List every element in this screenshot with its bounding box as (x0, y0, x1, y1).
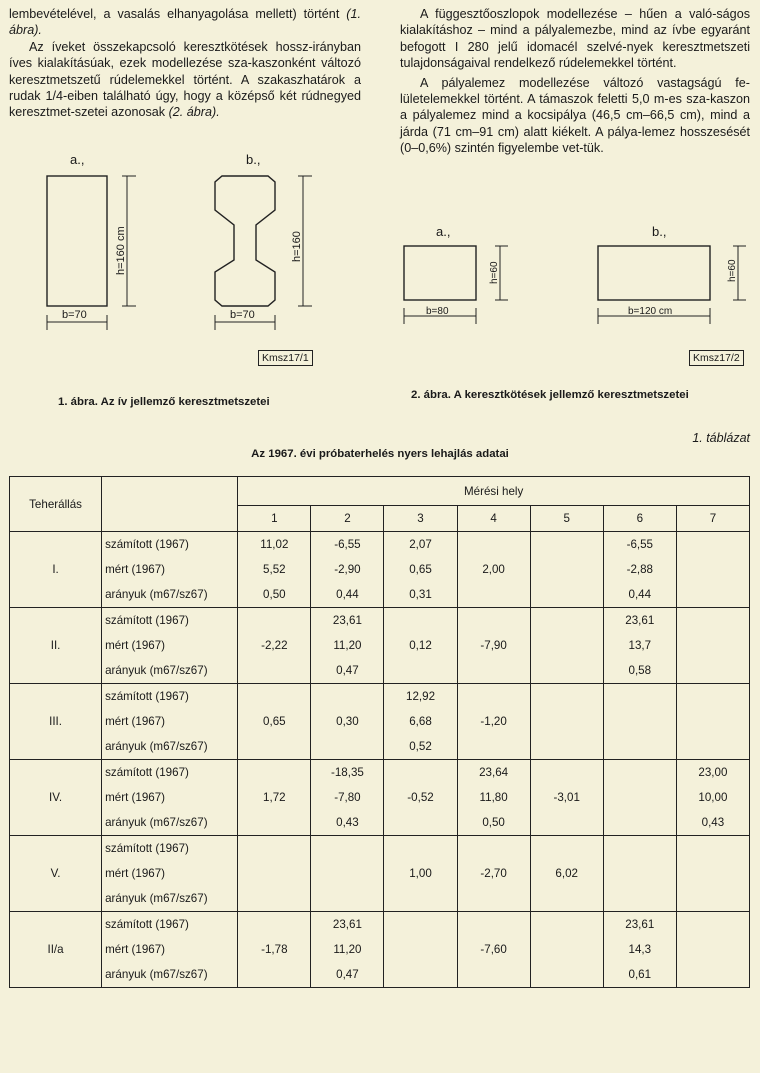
table-row (10, 836, 750, 862)
table-cell (676, 608, 749, 634)
table-cell: 1,72 (238, 785, 311, 810)
table-row (10, 684, 750, 710)
table-cell: -7,90 (457, 633, 530, 658)
table-cell (384, 886, 457, 912)
fig2-b-height-label: h=60 (727, 259, 738, 282)
table-cell: 11,02 (238, 532, 311, 558)
table-cell: -6,55 (311, 532, 384, 558)
table-cell (311, 734, 384, 760)
table-cell (238, 886, 311, 912)
table-cell (603, 861, 676, 886)
table-row (10, 760, 750, 786)
table-cell (676, 532, 749, 558)
table-cell: -2,22 (238, 633, 311, 658)
table-cell (530, 836, 603, 862)
table-cell: 23,61 (603, 912, 676, 938)
header-location-group: Mérési hely (238, 477, 750, 506)
table-cell (676, 582, 749, 608)
left-text-column (9, 6, 361, 121)
header-location: 5 (530, 506, 603, 532)
table-cell (238, 962, 311, 988)
table-cell (676, 658, 749, 684)
header-state: Teherállás (10, 477, 102, 532)
table-row (10, 582, 750, 608)
table-cell (238, 734, 311, 760)
table-row (10, 912, 750, 938)
table-cell: -2,90 (311, 557, 384, 582)
header-location: 4 (457, 506, 530, 532)
row-label: mért (1967) (102, 633, 238, 658)
row-label: mért (1967) (102, 937, 238, 962)
header-location: 3 (384, 506, 457, 532)
row-label: arányuk (m67/sz67) (102, 886, 238, 912)
fig2-label-b: b., (652, 224, 667, 239)
fig1-b-height-label: h=160 (291, 231, 303, 262)
load-state-cell: IV. (10, 760, 102, 836)
table-cell (676, 861, 749, 886)
table-cell (603, 886, 676, 912)
table-cell: 10,00 (676, 785, 749, 810)
table-cell (676, 734, 749, 760)
row-label: mért (1967) (102, 785, 238, 810)
paragraph: A pályalemez modellezése változó vastagságú fe-lületelemekkel történt. A támaszok feletti 5,0 m-es sza-kaszon a pályalemez mind a kocsipálya (46,5 cm–66,5 cm), mind a járda (71 cm–91 cm) alatt kiékelt. A pálya-lemez hosszesését (0–0,6%) szintén figyelembe vet-tük. (400, 75, 750, 156)
header-location: 7 (676, 506, 749, 532)
paragraph: lembevételével, a vasalás elhanyagolása mellett) történt (1. ábra). (9, 7, 361, 38)
table-cell (676, 937, 749, 962)
table-cell: -2,70 (457, 861, 530, 886)
figure-1-caption: 1. ábra. Az ív jellemző keresztmetszetei (58, 396, 270, 408)
table-cell (603, 836, 676, 862)
fig1-label-a: a., (70, 152, 85, 167)
table-cell (238, 608, 311, 634)
row-label: mért (1967) (102, 861, 238, 886)
fig1-a-width-label: b=70 (62, 309, 87, 321)
table-cell (530, 557, 603, 582)
table-cell: 13,7 (603, 633, 676, 658)
table-cell (530, 810, 603, 836)
table-cell (238, 810, 311, 836)
header-location: 2 (311, 506, 384, 532)
table-cell (238, 760, 311, 786)
table-cell (530, 886, 603, 912)
table-cell (311, 684, 384, 710)
table-cell: -2,88 (603, 557, 676, 582)
table-row (10, 785, 750, 810)
table-body (10, 532, 750, 988)
table-cell: 5,52 (238, 557, 311, 582)
table-cell: -0,52 (384, 785, 457, 810)
table-cell: 0,47 (311, 658, 384, 684)
table-row (10, 810, 750, 836)
row-label: számított (1967) (102, 532, 238, 558)
table-cell: 0,65 (384, 557, 457, 582)
table-row (10, 633, 750, 658)
table-cell: 0,43 (676, 810, 749, 836)
row-label: arányuk (m67/sz67) (102, 658, 238, 684)
table-cell (457, 582, 530, 608)
table-number: 1. táblázat (692, 431, 750, 445)
table-title: Az 1967. évi próbaterhelés nyers lehajlás adatai (251, 448, 509, 460)
row-label: arányuk (m67/sz67) (102, 734, 238, 760)
right-text-column (400, 6, 750, 157)
fig2-a-height-label: h=60 (489, 261, 500, 284)
table-cell: 1,00 (384, 861, 457, 886)
table-cell (603, 810, 676, 836)
paragraph: Az íveket összekapcsoló keresztkötések hossz-irányban íves kialakításúak, ezek modellezése sza-kaszonként változó keresztmetszetű rúdelemekkel történt. A szakaszhatárok a rudak 1/4-eiben található úgy, hogy a középső két rúdnegyed keresztmet-szetei azonosak (2. ábra). (9, 39, 361, 120)
table-cell: 0,43 (311, 810, 384, 836)
table-cell (530, 734, 603, 760)
fig1-a-height-label: h=160 cm (115, 226, 127, 275)
table-cell (384, 912, 457, 938)
table-row (10, 937, 750, 962)
table-row (10, 886, 750, 912)
table-row (10, 608, 750, 634)
table-cell: 0,12 (384, 633, 457, 658)
table-cell: 23,61 (311, 912, 384, 938)
deflection-table (9, 476, 750, 988)
load-state-cell: V. (10, 836, 102, 912)
row-label: számított (1967) (102, 684, 238, 710)
table-cell (676, 684, 749, 710)
table-cell (384, 962, 457, 988)
load-state-cell: II/a (10, 912, 102, 988)
table-cell: 23,00 (676, 760, 749, 786)
table-cell: 0,50 (238, 582, 311, 608)
table-cell: 11,20 (311, 633, 384, 658)
table-cell (676, 962, 749, 988)
table-cell: -6,55 (603, 532, 676, 558)
table-cell (530, 582, 603, 608)
row-label: arányuk (m67/sz67) (102, 810, 238, 836)
header-location: 1 (238, 506, 311, 532)
table-cell (530, 684, 603, 710)
table-cell (238, 684, 311, 710)
table-cell (457, 836, 530, 862)
table-cell (457, 532, 530, 558)
table-cell (603, 709, 676, 734)
table-cell (530, 633, 603, 658)
table-cell (384, 760, 457, 786)
table-cell (457, 608, 530, 634)
table-cell (311, 861, 384, 886)
table-cell (384, 937, 457, 962)
table-row (10, 734, 750, 760)
table-cell (238, 861, 311, 886)
table-cell: 0,52 (384, 734, 457, 760)
table-cell (384, 658, 457, 684)
table-cell (311, 886, 384, 912)
table-cell (530, 760, 603, 786)
table-cell (530, 937, 603, 962)
figure-1-drawing (0, 150, 380, 350)
table-cell (603, 684, 676, 710)
table-cell (238, 836, 311, 862)
figure-2-svg (390, 222, 760, 332)
table-cell: 2,00 (457, 557, 530, 582)
fig2-a-width-label: b=80 (426, 306, 449, 317)
table-cell: 0,58 (603, 658, 676, 684)
table-cell: 0,65 (238, 709, 311, 734)
figure-1-tag: Kmsz17/1 (258, 350, 313, 366)
fig2-label-a: a., (436, 224, 451, 239)
table-cell (603, 760, 676, 786)
table-row (10, 658, 750, 684)
table-cell: 23,64 (457, 760, 530, 786)
table-cell (676, 912, 749, 938)
load-state-cell: II. (10, 608, 102, 684)
table-cell: 11,20 (311, 937, 384, 962)
figure-2-caption: 2. ábra. A keresztkötések jellemző keresztmetszetei (411, 389, 689, 401)
row-label: mért (1967) (102, 709, 238, 734)
table-cell (457, 684, 530, 710)
table-cell: 0,44 (311, 582, 384, 608)
table-row (10, 532, 750, 558)
table-cell: 23,61 (603, 608, 676, 634)
table-cell (676, 633, 749, 658)
table-cell (457, 658, 530, 684)
table-cell (384, 608, 457, 634)
table-cell (530, 962, 603, 988)
figure-1-svg (0, 150, 380, 350)
table-cell: 23,61 (311, 608, 384, 634)
table-cell: -1,78 (238, 937, 311, 962)
table-cell: 0,30 (311, 709, 384, 734)
table-cell (676, 709, 749, 734)
row-label: mért (1967) (102, 557, 238, 582)
table-cell (603, 734, 676, 760)
figure-reference: (2. ábra). (168, 105, 220, 120)
table-cell: 0,31 (384, 582, 457, 608)
table-cell: 0,44 (603, 582, 676, 608)
table-cell (530, 532, 603, 558)
load-state-cell: III. (10, 684, 102, 760)
fig2-section-b-rectangle (598, 246, 710, 300)
table-cell: 6,02 (530, 861, 603, 886)
table-cell: -7,60 (457, 937, 530, 962)
table-cell (676, 836, 749, 862)
row-label: számított (1967) (102, 608, 238, 634)
fig1-section-b-shape (215, 176, 275, 306)
table-cell (530, 709, 603, 734)
table-cell: -1,20 (457, 709, 530, 734)
table-cell: 11,80 (457, 785, 530, 810)
table-cell: 14,3 (603, 937, 676, 962)
table-cell (676, 886, 749, 912)
table-row (10, 861, 750, 886)
row-label: számított (1967) (102, 760, 238, 786)
fig1-label-b: b., (246, 152, 261, 167)
table-cell: -3,01 (530, 785, 603, 810)
table-cell (457, 886, 530, 912)
table-cell (676, 557, 749, 582)
table-cell (457, 734, 530, 760)
table-cell (457, 962, 530, 988)
figure-reference: (1. ábra). (9, 7, 361, 38)
table-cell: 0,47 (311, 962, 384, 988)
figure-2-drawing (390, 222, 760, 332)
row-label: számított (1967) (102, 836, 238, 862)
table-row (10, 709, 750, 734)
table-cell (384, 810, 457, 836)
paragraph: A függesztőoszlopok modellezése – hűen a való-ságos kialakításhoz – mind a pályalemezbe, mind az ívbe egyaránt befogott I 280 jelű idomacél szelvé-nyek keresztmetszeti tulajdonságaival rendelkező rúdelemekkel történt. (400, 7, 750, 71)
table-cell (530, 608, 603, 634)
table-cell (530, 912, 603, 938)
table-cell: -18,35 (311, 760, 384, 786)
load-state-cell: I. (10, 532, 102, 608)
table-cell: 0,61 (603, 962, 676, 988)
row-label: arányuk (m67/sz67) (102, 582, 238, 608)
header-blank (102, 477, 238, 532)
fig1-b-width-label: b=70 (230, 309, 255, 321)
row-label: számított (1967) (102, 912, 238, 938)
table-cell (530, 658, 603, 684)
row-label: arányuk (m67/sz67) (102, 962, 238, 988)
table-cell (603, 785, 676, 810)
table-cell: 2,07 (384, 532, 457, 558)
table-cell: -7,80 (311, 785, 384, 810)
header-location: 6 (603, 506, 676, 532)
fig1-section-a-rectangle (47, 176, 107, 306)
table-cell (238, 912, 311, 938)
table-cell: 12,92 (384, 684, 457, 710)
fig2-b-width-label: b=120 cm (628, 306, 673, 317)
table-cell (311, 836, 384, 862)
table-cell (457, 912, 530, 938)
table-cell: 0,50 (457, 810, 530, 836)
table-row (10, 557, 750, 582)
table-cell: 6,68 (384, 709, 457, 734)
table-row (10, 962, 750, 988)
table-cell (384, 836, 457, 862)
table-cell (238, 658, 311, 684)
fig2-section-a-rectangle (404, 246, 476, 300)
figure-2-tag: Kmsz17/2 (689, 350, 744, 366)
